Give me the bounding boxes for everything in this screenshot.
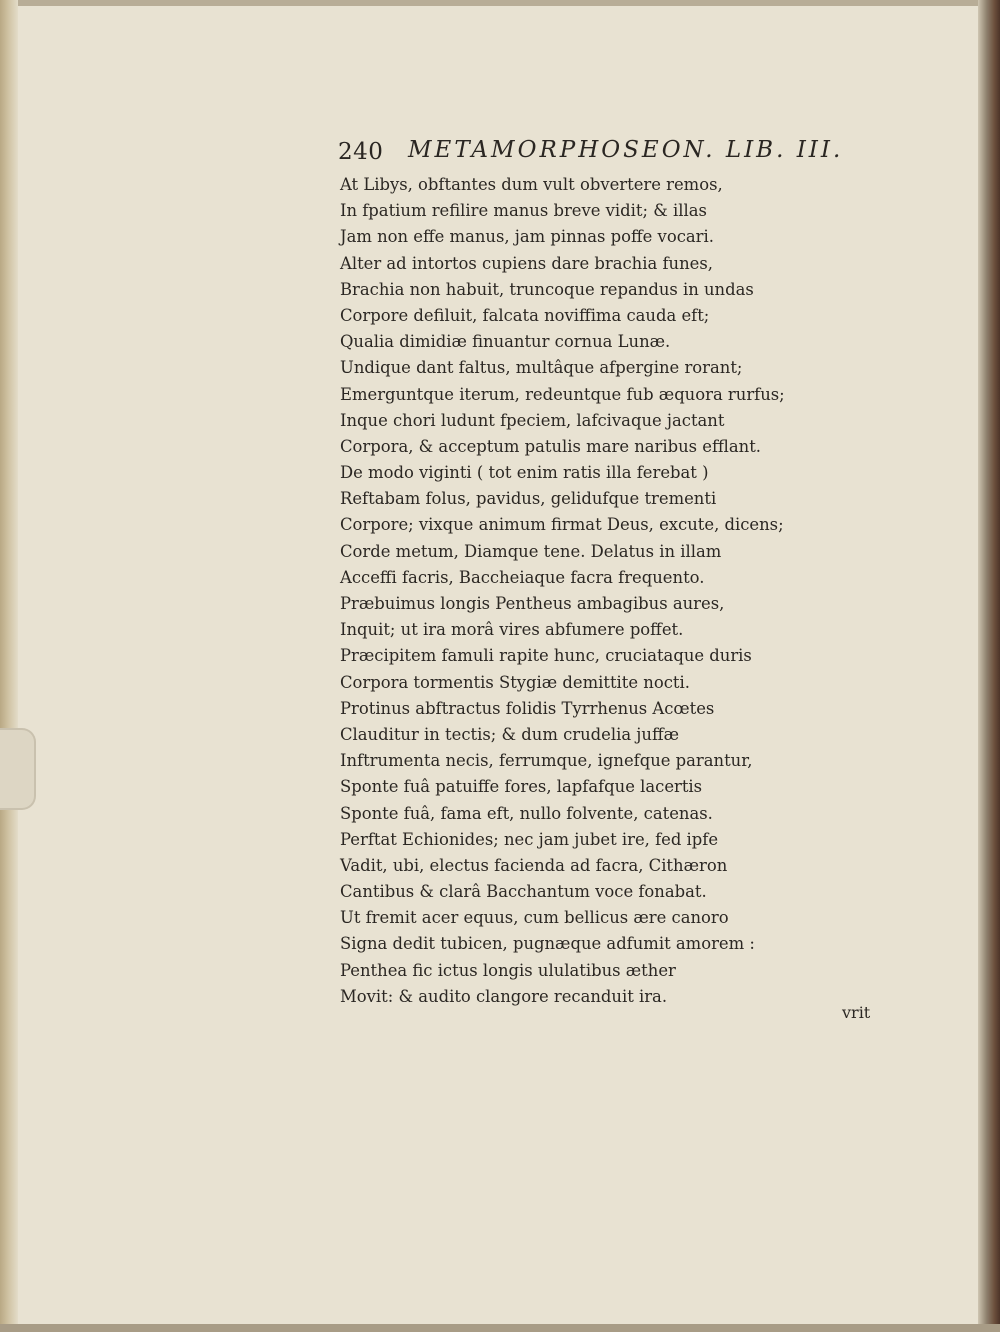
verse-line: Emerguntque iterum, redeuntque fub æquora rurfus; bbox=[340, 384, 785, 404]
verse-line: Inque chori ludunt fpeciem, lafcivaque jactant bbox=[340, 410, 725, 430]
verse-line: Inquit; ut ira morâ vires abfumere poffet. bbox=[340, 620, 684, 640]
verse-line: In fpatium refilire manus breve vidit; & illas bbox=[340, 201, 707, 221]
verse-line: Ut fremit acer equus, cum bellicus ære canoro bbox=[340, 908, 729, 928]
verse-line: Undique dant faltus, multâque afpergine rorant; bbox=[340, 358, 743, 378]
verse-line: At Libys, obftantes dum vult obvertere remos, bbox=[340, 175, 723, 194]
verse-line: Movit: & audito clangore recanduit ira. bbox=[340, 986, 668, 1006]
verse-line: Clauditur in tectis; & dum crudelia juffæ bbox=[340, 724, 680, 744]
verse-line: De modo viginti ( tot enim ratis illa ferebat ) bbox=[340, 463, 709, 483]
verse-line: Protinus abftractus folidis Tyrrhenus Acœtes bbox=[340, 698, 715, 718]
verse-line: Sponte fuâ, fama eft, nullo folvente, catenas. bbox=[340, 803, 713, 823]
verse-line: Jam non effe manus, jam pinnas poffe vocari. bbox=[340, 227, 714, 247]
verse-line: Inftrumenta necis, ferrumque, ignefque parantur, bbox=[340, 751, 753, 771]
running-header bbox=[338, 137, 844, 171]
page-number: 240 bbox=[338, 139, 384, 165]
verse-line: Perftat Echionides; nec jam jubet ire, fed ipfe bbox=[340, 829, 719, 849]
catchword: vrit bbox=[842, 1003, 871, 1022]
verse-line: Cantibus & clarâ Bacchantum voce fonabat. bbox=[340, 882, 707, 902]
verse-line: Vadit, ubi, electus facienda ad facra, Cithæron bbox=[340, 855, 728, 875]
verse-line: Signa dedit tubicen, pugnæque adfumit amorem : bbox=[340, 934, 755, 954]
clip-impression bbox=[0, 728, 36, 810]
verse-line: Corde metum, Diamque tene. Delatus in illam bbox=[340, 541, 722, 561]
page-fore-edge bbox=[978, 0, 1000, 1332]
verse-block bbox=[340, 172, 820, 1010]
verse-line: Acceffi facris, Baccheiaque facra frequento. bbox=[340, 567, 705, 587]
verse-line: Qualia dimidiæ finuantur cornua Lunæ. bbox=[340, 332, 671, 352]
verse-line: Corpore defiluit, falcata noviffima cauda eft; bbox=[340, 305, 710, 325]
verse-line: Brachia non habuit, truncoque repandus in undas bbox=[340, 279, 754, 299]
verse-line: Corpora tormentis Stygiæ demittite nocti. bbox=[340, 672, 690, 692]
verse-line: Alter ad intortos cupiens dare brachia funes, bbox=[340, 253, 713, 273]
running-title: METAMORPHOSEON. LIB. III. bbox=[408, 137, 844, 163]
verse-line: Reftabam folus, pavidus, gelidufque trementi bbox=[340, 489, 717, 509]
verse-line: Corpore; vixque animum firmat Deus, excute, dicens; bbox=[340, 515, 784, 535]
scan-bottom-edge bbox=[0, 1324, 1000, 1332]
page-gutter bbox=[0, 0, 18, 1332]
verse-line: Præbuimus longis Pentheus ambagibus aures, bbox=[340, 594, 725, 613]
verse-line: Præcipitem famuli rapite hunc, cruciataque duris bbox=[340, 646, 752, 666]
verse-line: Sponte fuâ patuiffe fores, lapfafque lacertis bbox=[340, 777, 703, 797]
verse-line: Penthea fic ictus longis ululatibus æther bbox=[340, 960, 676, 980]
verse-line: Corpora, & acceptum patulis mare naribus efflant. bbox=[340, 436, 762, 456]
scan-top-edge bbox=[0, 0, 1000, 6]
